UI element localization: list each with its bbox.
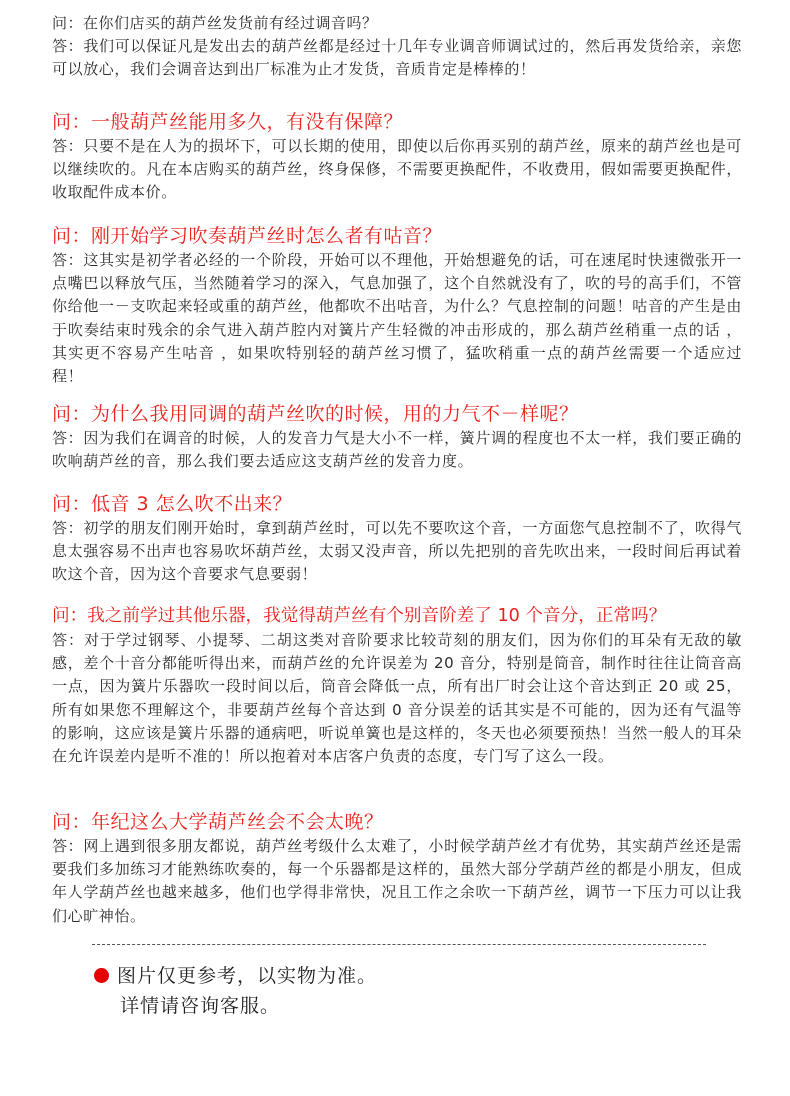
faq-question-7: 问：年纪这么大学葫芦丝会不会太晚？ <box>52 811 384 833</box>
notes-section <box>94 961 377 1021</box>
faq-answer-2: 答：只要不是在人为的损坏下，可以长期的使用，即使以后你再买别的葫芦丝，原来的葫芦丝也是可以继续吹的。凡在本店购买的葫芦丝，终身保修，不需要更换配件，不收费用，假如需要更换配件，收取配件成本价。 <box>52 137 742 202</box>
note-line-2 <box>94 991 377 1021</box>
faq-answer-3: 答：这其实是初学者必经的一个阶段，开始可以不理他，开始想避免的话，可在速尾时快速微张开一点嘴巴以释放气压，当然随着学习的深入，气息加强了，这个自然就没有了，吹的号的高手们，不管你给他一－支吹起来轻或重的葫芦丝，他都吹不出咕音，为什么？气息控制的问题！咕音的产生是由于吹奏结束时残余的余气进入葫芦腔内对簧片产生轻微的冲击形成的，那么葫芦丝稍重一点的话 ，其实更不容易产生咕音 ，如果吹特别轻的葫芦丝习惯了，猛吹稍重一点的葫芦丝需要一个适应过程！ <box>52 251 742 386</box>
bullet-dot-icon <box>94 968 109 983</box>
faq-question-4: 问：为什么我用同调的葫芦丝吹的时候，用的力气不－样呢？ <box>52 403 579 425</box>
note-line-1 <box>94 961 377 991</box>
note-text-2: 详情请咨询客服。 <box>120 995 281 1017</box>
faq-question-3: 问：刚开始学习吹奏葫芦丝时怎么者有咕音？ <box>52 225 443 247</box>
faq-question-6: 问：我之前学过其他乐器，我觉得葫芦丝有个别音阶差了 10 个音分，正常吗？ <box>52 606 667 626</box>
faq-item-7 <box>52 810 742 928</box>
faq-answer-5: 答：初学的朋友们刚开始时，拿到葫芦丝时，可以先不要吹这个音，一方面您气息控制不了，吹得气息太强容易不出声也容易吹坏葫芦丝，太弱又没声音，所以先把别的音先吹出来，一段时间后再试着吹这个音，因为这个音要求气息要弱！ <box>52 519 742 584</box>
faq-item-4 <box>52 402 742 473</box>
faq-question-1: 问：在你们店买的葫芦丝发货前有经过调音吗？ <box>52 14 378 32</box>
faq-item-2 <box>52 110 742 205</box>
faq-item-5 <box>52 492 742 587</box>
faq-question-5: 问：低音 3 怎么吹不出来？ <box>52 493 293 515</box>
faq-item-1 <box>52 12 742 81</box>
faq-item-6 <box>52 604 742 768</box>
faq-answer-6: 答：对于学过钢琴、小提琴、二胡这类对音阶要求比较苛刻的朋友们，因为你们的耳朵有无敌的敏感，差个十音分都能听得出来，而葫芦丝的允许误差为 20 音分，特别是筒音，制作时往往让筒音高一点，因为簧片乐器吹一段时间以后，筒音会降低一点，所有出厂时会让这个音达到正 20 或 25，所有如果您不理解这个，非要葫芦丝每个音达到 0 音分误差的话其实是不可能的，因为还有气温等的影响，这应该是簧片乐器的通病吧，听说单簧也是这样的，冬天也必须要预热！当然一般人的耳朵在允许误差内是听不准的！所以抱着对本店客户负责的态度，专门写了这么一段。 <box>52 631 742 766</box>
faq-answer-4: 答：因为我们在调音的时候，人的发音力气是大小不一样，簧片调的程度也不太一样，我们要正确的吹响葫芦丝的音，那么我们要去适应这支葫芦丝的发音力度。 <box>52 429 742 471</box>
note-text-1: 图片仅更参考，以实物为准。 <box>117 965 378 987</box>
faq-item-3 <box>52 224 742 388</box>
faq-answer-1: 答：我们可以保证凡是发出去的葫芦丝都是经过十几年专业调音师调试过的，然后再发货给亲，亲您可以放心，我们会调音达到出厂标准为止才发货，音质肯定是棒棒的！ <box>52 37 742 79</box>
faq-answer-7: 答：网上遇到很多朋友都说，葫芦丝考级什么太难了，小时候学葫芦丝才有优势，其实葫芦丝还是需要我们多加练习才能熟练吹奏的，每一个乐器都是这样的，虽然大部分学葫芦丝的都是小朋友，但成年人学葫芦丝也越来越多，他们也学得非常快，况且工作之余吹一下葫芦丝，调节一下压力可以让我们心旷神怡。 <box>52 837 742 925</box>
faq-question-2: 问：一般葫芦丝能用多久，有没有保障？ <box>52 111 404 133</box>
dashed-divider <box>92 944 706 945</box>
